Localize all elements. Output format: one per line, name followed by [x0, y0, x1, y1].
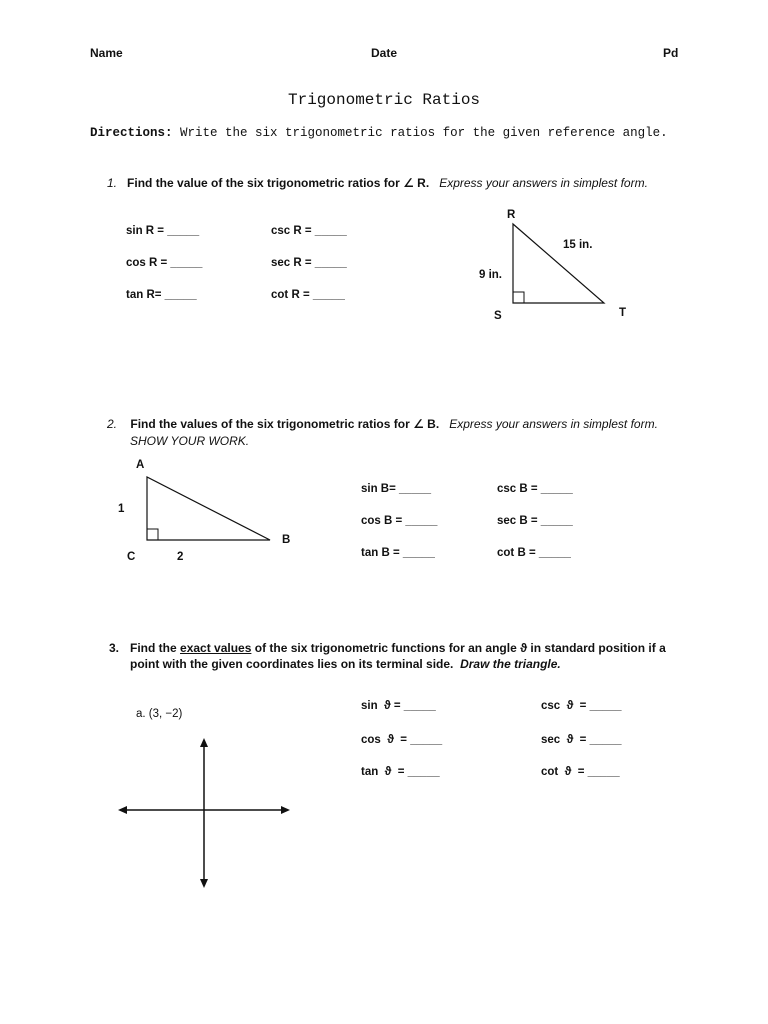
- right-angle-marker-c: [147, 529, 158, 540]
- question-2-show-work: [130, 433, 249, 449]
- vertex-a-label: A: [136, 459, 145, 471]
- question-2-angle: ∠ B.: [413, 417, 440, 431]
- question-2-instruction: Express your answers in simplest form.: [449, 417, 658, 431]
- vertex-t-label: T: [619, 307, 627, 319]
- question-3-prompt: [130, 640, 675, 672]
- q1-sin-ratio: sin R = _____: [126, 225, 200, 237]
- question-3-number-text: 3.: [109, 641, 120, 655]
- show-work-text: SHOW YOUR WORK.: [130, 434, 250, 448]
- x-axis-arrow-left: [118, 806, 127, 814]
- q3-cos-ratio: cos ϑ = _____: [361, 734, 443, 746]
- page-title: Trigonometric Ratios: [287, 91, 481, 109]
- side-rt-label: 15 in.: [563, 239, 593, 251]
- q1-csc-ratio: csc R = _____: [271, 225, 347, 237]
- x-axis-arrow-right: [281, 806, 290, 814]
- side-ac-label: 1: [118, 503, 125, 515]
- question-3-number: [109, 640, 127, 656]
- question-1-number: 1.: [107, 176, 118, 190]
- question-3-text-start: Find the: [130, 641, 177, 655]
- vertex-c-label: C: [127, 551, 136, 563]
- triangle-rst: [513, 224, 604, 303]
- question-2-text: Find the values of the six trigonometric ratios for: [130, 417, 410, 431]
- q3-csc-ratio: csc ϑ = _____: [541, 700, 622, 712]
- question-1-instruction: Express your answers in simplest form.: [439, 176, 648, 190]
- q2-sec-ratio: sec B = _____: [497, 515, 573, 527]
- question-3-text-end: of the six trigonometric functions for an angle ϑ in standard position if a point with the given coordinates lies on its terminal side.: [130, 641, 666, 671]
- q1-sec-ratio: sec R = _____: [271, 257, 347, 269]
- vertex-s-label: S: [494, 310, 502, 322]
- directions-label: Directions:: [90, 126, 173, 140]
- question-3-exact-values: exact values: [180, 641, 252, 655]
- y-axis-arrow-up: [200, 738, 208, 747]
- vertex-r-label: R: [507, 209, 516, 221]
- coordinate-axes: [118, 738, 290, 888]
- q3-tan-ratio: tan ϑ = _____: [361, 766, 440, 778]
- q3-sin-ratio: sin ϑ = _____: [361, 700, 436, 712]
- q2-cos-ratio: cos B = _____: [361, 515, 438, 527]
- side-rs-label: 9 in.: [479, 269, 503, 281]
- directions-text: Write the six trigonometric ratios for the given reference angle.: [180, 126, 668, 140]
- period-label: Pd: [663, 46, 679, 60]
- q2-tan-ratio: tan B = _____: [361, 547, 435, 559]
- name-label: Name: [90, 46, 123, 60]
- q2-csc-ratio: csc B = _____: [497, 483, 573, 495]
- question-1-angle: ∠ R.: [403, 176, 430, 190]
- vertex-b-label: B: [282, 534, 291, 546]
- question-1-text: Find the value of the six trigonometric ratios for: [127, 176, 400, 190]
- q2-sin-ratio: sin B= _____: [361, 483, 432, 495]
- question-2-number: 2.: [107, 417, 118, 431]
- question-2-prompt: [107, 416, 727, 432]
- part-a-label: [136, 708, 182, 720]
- q2-cot-ratio: cot B = _____: [497, 547, 571, 559]
- right-angle-marker-s: [513, 292, 524, 303]
- q3-cot-ratio: cot ϑ = _____: [541, 766, 620, 778]
- q1-cos-ratio: cos R = _____: [126, 257, 203, 269]
- part-a-text: a. (3, −2): [136, 708, 183, 720]
- triangle-acb: [147, 477, 270, 540]
- date-label: Date: [371, 46, 398, 60]
- y-axis-arrow-down: [200, 879, 208, 888]
- q1-tan-ratio: tan R= _____: [126, 289, 197, 301]
- question-3-instruction: Draw the triangle.: [460, 657, 561, 671]
- q3-sec-ratio: sec ϑ = _____: [541, 734, 622, 746]
- q1-cot-ratio: cot R = _____: [271, 289, 345, 301]
- side-cb-label: 2: [177, 551, 184, 563]
